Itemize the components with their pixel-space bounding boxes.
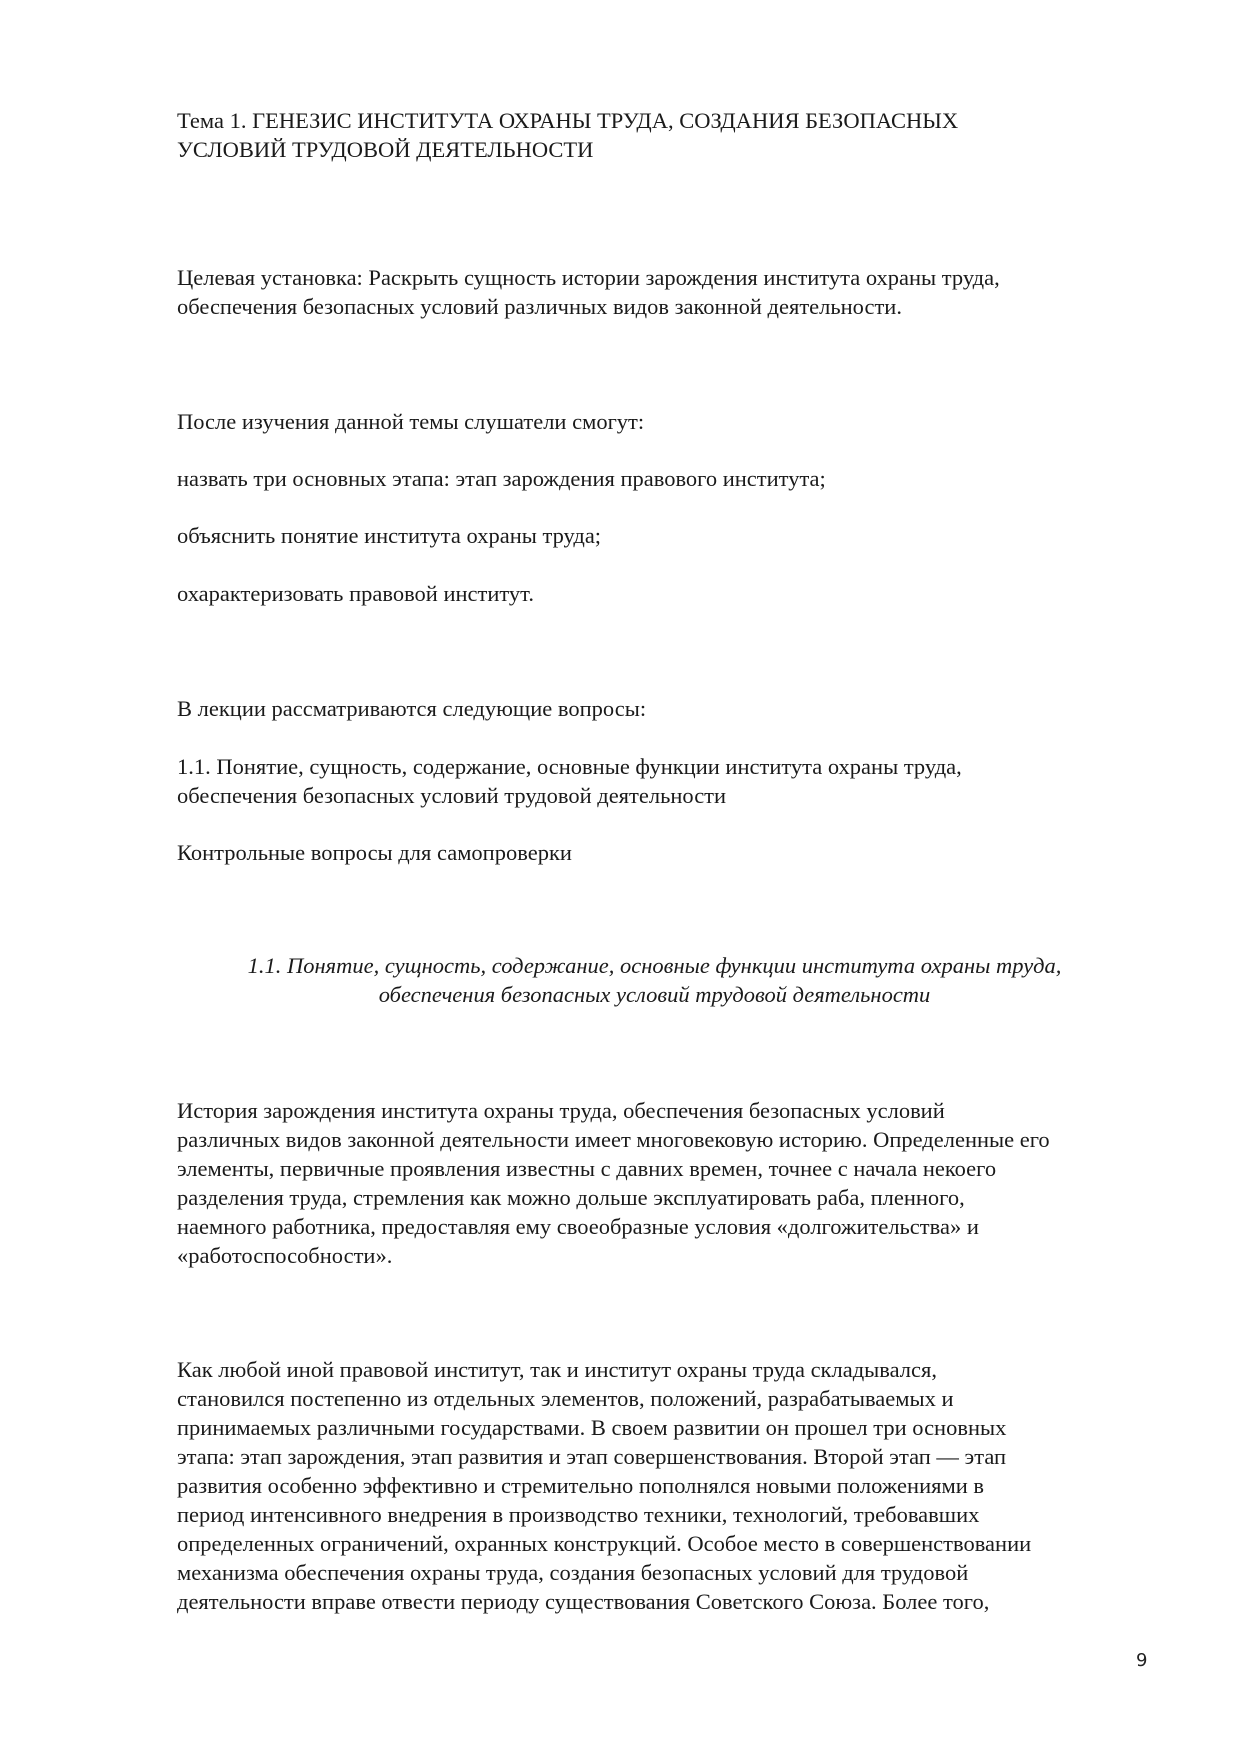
paragraph-2-line: определенных ограничений, охранных конструкций. Особое место в совершенствовании (177, 1531, 1032, 1556)
contents-intro: В лекции рассматриваются следующие вопросы: (177, 696, 647, 721)
contents-item-1-line-1: 1.1. Понятие, сущность, содержание, основные функции института охраны труда, (177, 754, 962, 779)
contents-item-1-line-2: обеспечения безопасных условий трудовой деятельности (177, 783, 727, 808)
paragraph-1-line: «работоспособности». (177, 1243, 393, 1268)
contents-item-1 (177, 752, 1157, 810)
paragraph-2-line: становился постепенно из отдельных элементов, положений, разрабатываемых и (177, 1386, 954, 1411)
section-heading (177, 951, 1132, 1009)
paragraph-2-line: Как любой иной правовой институт, так и институт охраны труда складывался, (177, 1357, 937, 1382)
paragraph-2-line: механизма обеспечения охраны труда, создания безопасных условий для трудовой (177, 1560, 969, 1585)
body-paragraph-2 (177, 1355, 1157, 1616)
goal-line-1: Целевая установка: Раскрыть сущность истории зарождения института охраны труда, (177, 265, 1000, 290)
paragraph-2-line: этапа: этап зарождения, этап развития и этап совершенствования. Второй этап — этап (177, 1444, 1007, 1469)
body-paragraph-1 (177, 1096, 1157, 1270)
page-number: 9 (1136, 1650, 1148, 1671)
outcome-item-3: охарактеризовать правовой институт. (177, 581, 534, 606)
title-line-1: Тема 1. ГЕНЕЗИС ИНСТИТУТА ОХРАНЫ ТРУДА, СОЗДАНИЯ БЕЗОПАСНЫХ (177, 108, 959, 133)
section-heading-line-2: обеспечения безопасных условий трудовой деятельности (378, 982, 931, 1007)
outcome-item-2: объяснить понятие института охраны труда; (177, 523, 602, 548)
paragraph-1-line: разделения труда, стремления как можно дольше эксплуатировать раба, пленного, (177, 1185, 965, 1210)
section-heading-line-1: 1.1. Понятие, сущность, содержание, основные функции института охраны труда, (247, 953, 1062, 978)
paragraph-1-line: наемного работника, предоставляя ему своеобразные условия «долгожительства» и (177, 1214, 979, 1239)
contents-item-2: Контрольные вопросы для самопроверки (177, 840, 572, 865)
paragraph-2-line: принимаемых различными государствами. В своем развитии он прошел три основных (177, 1415, 1007, 1440)
outcomes-intro: После изучения данной темы слушатели смогут: (177, 409, 645, 434)
paragraph-2-line: развития особенно эффективно и стремительно пополнялся новыми положениями в (177, 1473, 985, 1498)
outcome-item-1: назвать три основных этапа: этап зарождения правового института; (177, 466, 826, 491)
topic-title (177, 106, 1157, 164)
paragraph-1-line: История зарождения института охраны труда, обеспечения безопасных условий (177, 1098, 945, 1123)
paragraph-1-line: различных видов законной деятельности имеет многовековую историю. Определенные его (177, 1127, 1050, 1152)
goal-line-2: обеспечения безопасных условий различных видов законной деятельности. (177, 294, 902, 319)
paragraph-2-line: период интенсивного внедрения в производство техники, технологий, требовавших (177, 1502, 980, 1527)
paragraph-1-line: элементы, первичные проявления известны с давних времен, точнее с начала некоего (177, 1156, 997, 1181)
paragraph-2-line: деятельности вправе отвести периоду существования Советского Союза. Более того, (177, 1589, 990, 1614)
title-line-2: УСЛОВИЙ ТРУДОВОЙ ДЕЯТЕЛЬНОСТИ (177, 137, 594, 162)
goal-paragraph (177, 263, 1157, 321)
